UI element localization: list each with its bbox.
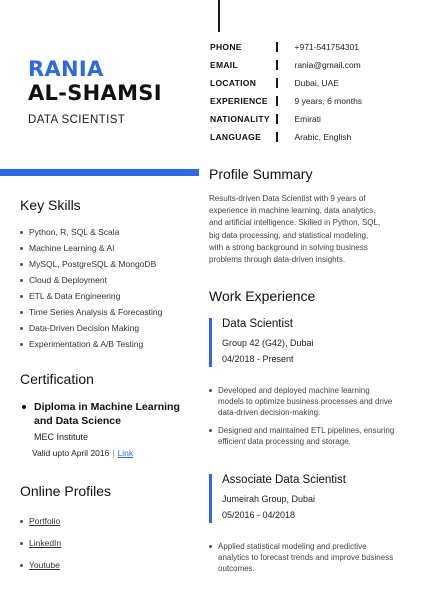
- accent-bar: [0, 169, 199, 176]
- first-name: RANIA: [28, 57, 104, 81]
- job-points: [209, 541, 424, 574]
- list-item: [20, 240, 162, 256]
- job-company: Jumeirah Group, Dubai: [222, 494, 316, 504]
- contact-label: LANGUAGE: [210, 132, 262, 142]
- key-skills-heading: Key Skills: [20, 197, 81, 213]
- list-item: [20, 304, 162, 320]
- youtube-link[interactable]: Youtube: [29, 560, 60, 570]
- point-line: outcomes.: [218, 564, 255, 573]
- list-item: [20, 554, 61, 576]
- bullet-icon: [209, 429, 212, 432]
- bullet-icon: [20, 279, 23, 282]
- contact-divider: [276, 114, 278, 124]
- job-title: Associate Data Scientist: [222, 474, 347, 486]
- job-dates: 05/2016 - 04/2018: [222, 510, 296, 520]
- contact-row-language: [210, 128, 432, 146]
- nationality-value: Emirati: [294, 114, 321, 124]
- top-divider: [218, 0, 220, 32]
- skill-text: Time Series Analysis & Forecasting: [29, 307, 163, 317]
- skill-text: ETL & Data Engineering: [29, 291, 121, 301]
- contact-row-phone: [210, 38, 432, 56]
- list-item: [209, 541, 424, 574]
- skill-text: Experimentation & A/B Testing: [29, 339, 144, 349]
- work-experience-heading: Work Experience: [209, 288, 316, 304]
- job-role: DATA SCIENTIST: [28, 114, 126, 126]
- contact-divider: [276, 132, 278, 142]
- certification-name: [22, 400, 192, 428]
- point-line: Designed and maintained ETL pipelines, ensuring: [218, 426, 395, 435]
- bullet-icon: [20, 263, 23, 266]
- email-value: rania@gmail.com: [294, 60, 361, 70]
- bullet-icon: [20, 231, 23, 234]
- bullet-icon: [22, 405, 26, 409]
- bullet-icon: [209, 545, 212, 548]
- list-item: [20, 256, 162, 272]
- contact-label: EXPERIENCE: [210, 96, 268, 106]
- skills-list: [20, 224, 162, 352]
- list-item: [20, 288, 162, 304]
- contact-row-experience: [210, 92, 432, 110]
- bullet-icon: [20, 520, 23, 523]
- separator: |: [112, 448, 115, 458]
- job-header: [209, 318, 424, 367]
- profile-summary-heading: Profile Summary: [209, 166, 313, 182]
- portfolio-link[interactable]: Portfolio: [29, 516, 61, 526]
- summary-line: big data processing, and statistical modeling,: [209, 230, 369, 240]
- contact-row-location: [210, 74, 432, 92]
- job-dates: 04/2018 - Present: [222, 354, 294, 364]
- point-line: Developed and deployed machine learning: [218, 386, 370, 395]
- list-item: [20, 272, 162, 288]
- contact-row-email: [210, 56, 432, 74]
- point-line: analytics to forecast trends and improve business: [218, 553, 394, 562]
- contact-label: NATIONALITY: [210, 114, 270, 124]
- certification-institute: MEC Institute: [34, 432, 89, 442]
- skill-text: Cloud & Deployment: [29, 275, 107, 285]
- bullet-icon: [20, 327, 23, 330]
- bullet-icon: [20, 564, 23, 567]
- summary-line: experience in machine learning, data analytics,: [209, 206, 376, 216]
- job-points: [209, 385, 424, 447]
- list-item: [20, 320, 162, 336]
- language-value: Arabic, English: [294, 132, 352, 142]
- list-item: [209, 425, 424, 447]
- list-item: [20, 224, 162, 240]
- certification-heading: Certification: [20, 371, 94, 387]
- bullet-icon: [20, 295, 23, 298]
- point-line: Applied statistical modeling and predictive: [218, 542, 367, 551]
- location-value: Dubai, UAE: [294, 78, 339, 88]
- contact-divider: [276, 60, 278, 70]
- list-item: [20, 510, 61, 532]
- contact-label: EMAIL: [210, 60, 238, 70]
- certification-name-line: Diploma in Machine Learning: [34, 401, 180, 413]
- bullet-icon: [209, 389, 212, 392]
- certification-name-text: [34, 400, 180, 428]
- last-name: AL-SHAMSI: [28, 81, 162, 105]
- job-header: [209, 474, 424, 523]
- summary-line: with a strong background in solving business: [209, 242, 368, 252]
- validity-text: Valid upto April 2016: [32, 448, 110, 458]
- list-item: [20, 336, 162, 352]
- contact-table: [210, 38, 432, 146]
- certification-entry: [22, 400, 192, 458]
- job-entry: [209, 318, 424, 454]
- bullet-icon: [20, 247, 23, 250]
- contact-divider: [276, 42, 278, 52]
- bullet-icon: [20, 343, 23, 346]
- list-item: [20, 532, 61, 554]
- contact-label: PHONE: [210, 42, 242, 52]
- profiles-list: [20, 510, 61, 576]
- contact-label: LOCATION: [210, 78, 257, 88]
- linkedin-link[interactable]: LinkedIn: [29, 538, 62, 548]
- summary-line: and artificial intelligence. Skilled in Python, SQL,: [209, 218, 381, 228]
- bullet-icon: [20, 542, 23, 545]
- point-text: [218, 425, 394, 447]
- point-line: data-driven decision-making.: [218, 408, 321, 417]
- contact-divider: [276, 78, 278, 88]
- certification-validity: [32, 448, 192, 458]
- point-line: efficient data processing and storage.: [218, 437, 351, 446]
- point-text: [218, 385, 392, 418]
- skill-text: MySQL, PostgreSQL & MongoDB: [29, 259, 157, 269]
- list-item: [209, 385, 424, 418]
- skill-text: Machine Learning & AI: [29, 243, 115, 253]
- job-title: Data Scientist: [222, 318, 293, 330]
- certification-name-line: and Data Science: [34, 415, 121, 427]
- profile-summary-text: [209, 193, 419, 266]
- online-profiles-heading: Online Profiles: [20, 483, 112, 499]
- bullet-icon: [20, 311, 23, 314]
- summary-line: problems through data-driven insights.: [209, 255, 346, 265]
- skill-text: Data-Driven Decision Making: [29, 323, 140, 333]
- phone-value: +971-541754301: [294, 42, 360, 52]
- experience-value: 9 years, 6 months: [294, 96, 363, 106]
- point-text: [218, 541, 393, 574]
- job-entry: [209, 474, 424, 581]
- skill-text: Python, R, SQL & Scala: [29, 227, 120, 237]
- contact-row-nationality: [210, 110, 432, 128]
- contact-divider: [276, 96, 278, 106]
- point-line: models to optimize business processes and drive: [218, 397, 393, 406]
- certificate-link[interactable]: Link: [117, 448, 134, 458]
- summary-line: Results-driven Data Scientist with 9 years of: [209, 194, 366, 203]
- job-company: Group 42 (G42), Dubai: [222, 338, 314, 348]
